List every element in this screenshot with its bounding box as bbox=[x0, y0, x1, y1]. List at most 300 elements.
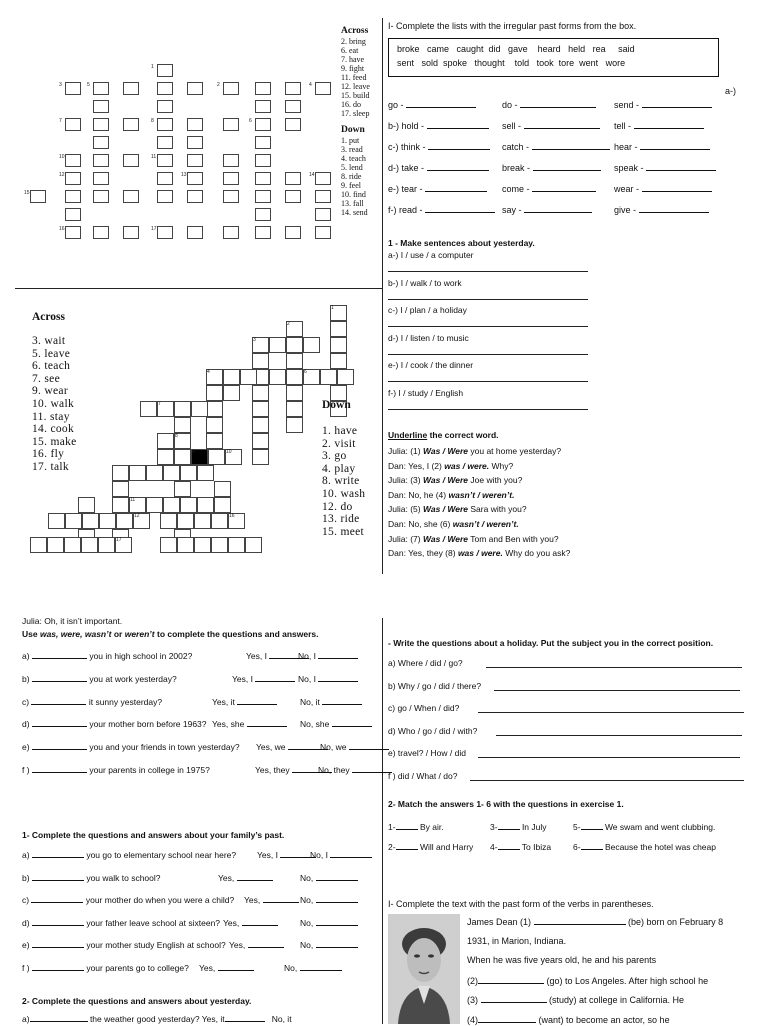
crossword-cell[interactable] bbox=[223, 369, 240, 385]
cell-number: 12 bbox=[59, 172, 65, 178]
crossword-cell[interactable] bbox=[285, 172, 301, 185]
crossword-cell[interactable] bbox=[252, 449, 269, 465]
answer-blank[interactable] bbox=[406, 99, 476, 108]
dialogue-choice[interactable]: Was / Were bbox=[422, 504, 469, 515]
crossword-cell[interactable] bbox=[157, 190, 173, 203]
holiday-item: d) Who / go / did / with? bbox=[388, 725, 478, 736]
crossword-cell[interactable] bbox=[330, 321, 347, 337]
clue-item: 3. go bbox=[322, 450, 347, 463]
crossword-cell[interactable] bbox=[99, 513, 116, 529]
qa-row bbox=[22, 764, 210, 775]
answer-blank[interactable] bbox=[318, 650, 358, 659]
cell-number: 3 bbox=[59, 82, 62, 88]
qa-label: b) bbox=[22, 673, 30, 684]
was-were-title bbox=[22, 629, 319, 639]
crossword-cell[interactable] bbox=[48, 513, 65, 529]
answer-blank[interactable] bbox=[427, 162, 489, 171]
crossword-cell[interactable] bbox=[123, 118, 139, 131]
crossword-cell[interactable] bbox=[146, 497, 163, 513]
crossword-cell[interactable] bbox=[240, 369, 257, 385]
crossword-cell[interactable] bbox=[65, 118, 81, 131]
dialogue-choice[interactable]: Was / Were bbox=[422, 446, 469, 456]
answer-blank[interactable] bbox=[316, 917, 358, 926]
answer-blank[interactable] bbox=[498, 821, 520, 830]
answer-blank[interactable] bbox=[520, 99, 596, 108]
was-were-title-c: or bbox=[111, 629, 125, 639]
answer-blank[interactable] bbox=[396, 821, 418, 830]
crossword-cell[interactable] bbox=[140, 401, 157, 417]
crossword-cell[interactable] bbox=[47, 537, 64, 553]
crossword-cell[interactable] bbox=[252, 385, 269, 401]
crossword-cell[interactable] bbox=[157, 100, 173, 113]
qa-yes-text: Yes, bbox=[199, 963, 216, 973]
crossword-cell[interactable] bbox=[65, 226, 81, 239]
answer-blank[interactable] bbox=[481, 994, 547, 1003]
answer-line[interactable] bbox=[388, 299, 588, 300]
answer-line[interactable] bbox=[496, 735, 742, 736]
qa-question: you walk to school? bbox=[86, 872, 161, 883]
qa-no bbox=[300, 718, 372, 729]
answer-blank[interactable] bbox=[32, 764, 87, 773]
clue-item: 5. leave bbox=[32, 347, 71, 360]
crossword-cell[interactable] bbox=[146, 465, 163, 481]
answer-blank[interactable] bbox=[642, 183, 712, 192]
qa-label: d) bbox=[22, 719, 30, 730]
crossword-cell[interactable] bbox=[93, 190, 109, 203]
clue-item: 2. visit bbox=[322, 437, 356, 450]
answer-blank[interactable] bbox=[247, 718, 287, 727]
answer-blank[interactable] bbox=[263, 894, 299, 903]
qa-yes-text: Yes, I bbox=[246, 651, 267, 661]
crossword-cell[interactable] bbox=[93, 226, 109, 239]
answer-blank[interactable] bbox=[31, 696, 86, 705]
crossword-cell[interactable] bbox=[81, 537, 98, 553]
crossword-cell[interactable] bbox=[255, 190, 271, 203]
crossword-cell[interactable] bbox=[286, 417, 303, 433]
answer-blank[interactable] bbox=[32, 741, 87, 750]
crossword-cell[interactable] bbox=[194, 513, 211, 529]
crossword-cell[interactable] bbox=[315, 190, 331, 203]
crossword-1-across-title: Across bbox=[341, 26, 369, 36]
crossword-cell[interactable] bbox=[303, 337, 320, 353]
irregular-item bbox=[388, 162, 489, 174]
crossword-cell[interactable] bbox=[285, 82, 301, 95]
answer-blank[interactable] bbox=[646, 162, 716, 171]
crossword-cell[interactable] bbox=[285, 190, 301, 203]
answer-blank[interactable] bbox=[316, 872, 358, 881]
crossword-cell[interactable] bbox=[286, 369, 303, 385]
crossword-cell[interactable] bbox=[129, 465, 146, 481]
crossword-cell[interactable] bbox=[157, 64, 173, 77]
answer-line[interactable] bbox=[388, 271, 588, 272]
crossword-cell[interactable] bbox=[286, 353, 303, 369]
crossword-cell[interactable] bbox=[252, 401, 269, 417]
answer-blank[interactable] bbox=[31, 894, 83, 903]
crossword-cell[interactable] bbox=[208, 449, 225, 465]
qa-no bbox=[300, 872, 358, 883]
irregular-item bbox=[502, 183, 596, 195]
crossword-cell[interactable] bbox=[252, 417, 269, 433]
match-item bbox=[388, 841, 473, 852]
answer-blank[interactable] bbox=[642, 99, 712, 108]
crossword-cell[interactable] bbox=[315, 208, 331, 221]
answer-blank[interactable] bbox=[581, 841, 603, 850]
dialogue-speaker-text: Julia: (3) bbox=[388, 475, 423, 486]
clue-item: 8. write bbox=[322, 475, 360, 488]
answer-blank[interactable] bbox=[322, 696, 362, 705]
cell-number: 4 bbox=[207, 369, 210, 375]
qa-row bbox=[22, 962, 189, 973]
answer-line[interactable] bbox=[388, 409, 588, 410]
crossword-cell[interactable] bbox=[330, 337, 347, 353]
crossword-cell[interactable] bbox=[174, 481, 191, 497]
crossword-cell[interactable] bbox=[286, 385, 303, 401]
answer-blank[interactable] bbox=[316, 939, 358, 948]
dialogue-choice[interactable]: wasn’t / weren’t. bbox=[448, 489, 515, 500]
crossword-cell[interactable] bbox=[206, 433, 223, 449]
crossword-cell[interactable] bbox=[93, 136, 109, 149]
crossword-cell[interactable] bbox=[174, 417, 191, 433]
crossword-2-across-title: Across bbox=[32, 311, 66, 323]
crossword-cell[interactable] bbox=[255, 208, 271, 221]
answer-blank[interactable] bbox=[498, 841, 520, 850]
qa-question: your father leave school at sixteen? bbox=[86, 917, 221, 928]
cell-number: 13 bbox=[181, 172, 187, 178]
dialogue-choice[interactable]: Was / Were bbox=[422, 533, 469, 544]
dialogue-choice[interactable]: was / were. bbox=[457, 548, 503, 559]
crossword-cell[interactable] bbox=[93, 172, 109, 185]
clue-item: 16. fly bbox=[32, 448, 65, 461]
crossword-cell[interactable] bbox=[65, 172, 81, 185]
crossword-cell[interactable] bbox=[180, 465, 197, 481]
clue-item: 10. walk bbox=[32, 397, 75, 410]
crossword-cell[interactable] bbox=[123, 226, 139, 239]
crossword-cell[interactable] bbox=[187, 136, 203, 149]
cell-number: 2 bbox=[217, 82, 220, 88]
crossword-cell[interactable] bbox=[187, 172, 203, 185]
crossword-cell[interactable] bbox=[65, 190, 81, 203]
crossword-cell[interactable] bbox=[315, 226, 331, 239]
answer-blank[interactable] bbox=[428, 141, 490, 150]
crossword-cell[interactable] bbox=[223, 190, 239, 203]
qa-no bbox=[300, 939, 358, 950]
crossword-cell[interactable] bbox=[160, 513, 177, 529]
qa-yes-text: Yes, bbox=[223, 917, 240, 928]
crossword-cell[interactable] bbox=[187, 82, 203, 95]
answer-blank[interactable] bbox=[237, 872, 273, 881]
past-text-pre: When he was five years old, he and his parents bbox=[467, 955, 657, 965]
crossword-cell[interactable] bbox=[174, 449, 191, 465]
answer-blank[interactable] bbox=[427, 120, 489, 129]
dialogue-choice[interactable]: was / were. bbox=[444, 460, 490, 471]
irregular-verb: speak - bbox=[614, 163, 647, 173]
qa-yes bbox=[256, 741, 328, 752]
crossword-cell[interactable] bbox=[228, 537, 245, 553]
qa-row bbox=[22, 872, 161, 883]
crossword-cell[interactable] bbox=[320, 369, 337, 385]
crossword-cell[interactable] bbox=[255, 82, 271, 95]
dialogue-rest: Why? bbox=[489, 460, 514, 471]
answer-line[interactable] bbox=[388, 354, 588, 355]
crossword-cell[interactable] bbox=[197, 497, 214, 513]
crossword-divider bbox=[15, 288, 382, 289]
crossword-cell[interactable] bbox=[180, 497, 197, 513]
qa-no-text: No, I bbox=[298, 651, 316, 661]
answer-blank[interactable] bbox=[533, 162, 601, 171]
crossword-cell[interactable] bbox=[285, 100, 301, 113]
crossword-cell[interactable] bbox=[82, 513, 99, 529]
crossword-cell[interactable] bbox=[315, 172, 331, 185]
answer-blank[interactable] bbox=[32, 673, 87, 682]
crossword-cell[interactable] bbox=[64, 537, 81, 553]
match-number: 4- bbox=[490, 842, 498, 852]
crossword-cell[interactable] bbox=[269, 369, 286, 385]
crossword-cell[interactable] bbox=[223, 226, 239, 239]
crossword-cell[interactable] bbox=[157, 154, 173, 167]
crossword-cell[interactable] bbox=[163, 465, 180, 481]
crossword-cell[interactable] bbox=[160, 537, 177, 553]
irregular-verb: go - bbox=[388, 100, 407, 110]
crossword-cell[interactable] bbox=[30, 537, 47, 553]
crossword-cell[interactable] bbox=[65, 208, 81, 221]
crossword-cell[interactable] bbox=[211, 513, 228, 529]
answer-blank[interactable] bbox=[640, 141, 710, 150]
answer-blank[interactable] bbox=[425, 183, 487, 192]
crossword-cell[interactable] bbox=[285, 226, 301, 239]
crossword-cell[interactable] bbox=[112, 497, 129, 513]
answer-blank[interactable] bbox=[532, 183, 596, 192]
crossword-cell[interactable] bbox=[245, 537, 262, 553]
clue-item: 6. eat bbox=[341, 46, 359, 55]
was-were-title-b: was, were, wasn’t bbox=[39, 629, 112, 639]
answer-line[interactable] bbox=[388, 326, 588, 327]
crossword-cell[interactable] bbox=[223, 82, 239, 95]
answer-line[interactable] bbox=[486, 667, 742, 668]
answer-blank[interactable] bbox=[32, 962, 84, 971]
crossword-cell[interactable] bbox=[112, 481, 129, 497]
crossword-cell[interactable] bbox=[206, 401, 223, 417]
clue-item: 2. bring bbox=[341, 37, 366, 46]
crossword-cell[interactable] bbox=[255, 154, 271, 167]
irregular-word-box bbox=[388, 38, 719, 77]
crossword-cell[interactable] bbox=[211, 537, 228, 553]
crossword-cell[interactable] bbox=[93, 118, 109, 131]
crossword-1-down-title: Down bbox=[341, 125, 365, 135]
crossword-cell[interactable] bbox=[286, 337, 303, 353]
crossword-cell[interactable] bbox=[255, 100, 271, 113]
answer-blank[interactable] bbox=[32, 650, 87, 659]
crossword-cell[interactable] bbox=[157, 172, 173, 185]
crossword-cell[interactable] bbox=[177, 537, 194, 553]
answer-blank[interactable] bbox=[332, 718, 372, 727]
answer-blank[interactable] bbox=[32, 917, 84, 926]
crossword-cell[interactable] bbox=[177, 513, 194, 529]
cell-number: 7 bbox=[59, 118, 62, 124]
crossword-cell[interactable] bbox=[93, 154, 109, 167]
qa-no bbox=[320, 741, 389, 752]
crossword-cell[interactable] bbox=[93, 82, 109, 95]
crossword-cell[interactable] bbox=[187, 226, 203, 239]
crossword-cell[interactable] bbox=[187, 190, 203, 203]
crossword-cell[interactable] bbox=[157, 433, 174, 449]
qa-no-text: No, bbox=[300, 872, 314, 883]
clue-item: 1. put bbox=[341, 136, 360, 145]
clue-item: 14. cook bbox=[32, 423, 75, 436]
clue-item: 15. make bbox=[32, 435, 77, 448]
crossword-cell[interactable] bbox=[98, 537, 115, 553]
answer-line[interactable] bbox=[388, 381, 588, 382]
crossword-cell[interactable] bbox=[223, 172, 239, 185]
qa-no bbox=[300, 894, 358, 905]
answer-blank[interactable] bbox=[524, 120, 600, 129]
qa-no-text: No, I bbox=[310, 850, 328, 860]
cell-number: 1 bbox=[331, 305, 334, 311]
answer-blank[interactable] bbox=[532, 141, 610, 150]
answer-blank[interactable] bbox=[524, 204, 592, 213]
answer-blank[interactable] bbox=[318, 673, 358, 682]
answer-blank[interactable] bbox=[330, 849, 372, 858]
crossword-cell[interactable] bbox=[214, 481, 231, 497]
answer-blank[interactable] bbox=[32, 872, 84, 881]
irregular-verb: tell - bbox=[614, 121, 634, 131]
crossword-cell[interactable] bbox=[163, 497, 180, 513]
james-dean-photo bbox=[388, 914, 460, 1024]
answer-blank[interactable] bbox=[634, 120, 704, 129]
crossword-cell[interactable] bbox=[255, 226, 271, 239]
answer-blank[interactable] bbox=[255, 673, 295, 682]
cell-number: 11 bbox=[130, 497, 136, 503]
portrait-image bbox=[388, 914, 460, 1024]
answer-blank[interactable] bbox=[218, 962, 254, 971]
dialogue-choice[interactable]: wasn’t / weren’t. bbox=[452, 519, 519, 529]
crossword-cell[interactable] bbox=[30, 190, 46, 203]
dialogue-line bbox=[388, 475, 522, 485]
crossword-cell[interactable] bbox=[223, 118, 239, 131]
crossword-cell[interactable] bbox=[65, 513, 82, 529]
dialogue-speaker-text: Julia: (5) bbox=[388, 504, 423, 515]
crossword-cell[interactable] bbox=[252, 353, 269, 369]
crossword-cell[interactable] bbox=[286, 401, 303, 417]
crossword-cell[interactable] bbox=[116, 513, 133, 529]
answer-blank[interactable] bbox=[396, 841, 418, 850]
irregular-item bbox=[388, 141, 490, 153]
crossword-cell[interactable] bbox=[157, 226, 173, 239]
crossword-cell[interactable] bbox=[269, 337, 286, 353]
crossword-cell[interactable] bbox=[206, 417, 223, 433]
word-box-line-1: broke came caught did gave heard held rea said bbox=[397, 44, 635, 54]
crossword-cell[interactable] bbox=[174, 401, 191, 417]
was-were-title-e: to complete the questions and answers. bbox=[154, 629, 319, 639]
irregular-verb: come - bbox=[502, 184, 533, 194]
clue-item: 6. teach bbox=[32, 360, 71, 373]
clue-item: 17. sleep bbox=[341, 109, 370, 118]
crossword-cell[interactable] bbox=[255, 136, 271, 149]
crossword-cell[interactable] bbox=[315, 82, 331, 95]
answer-blank[interactable] bbox=[32, 939, 84, 948]
answer-line[interactable] bbox=[494, 690, 740, 691]
answer-blank[interactable] bbox=[242, 917, 278, 926]
cell-number: 9 bbox=[192, 449, 195, 455]
answer-blank[interactable] bbox=[639, 204, 709, 213]
crossword-cell[interactable] bbox=[252, 433, 269, 449]
cell-number: 6 bbox=[304, 369, 307, 375]
crossword-cell[interactable] bbox=[187, 154, 203, 167]
about-yesterday-question: the weather good yesterday? Yes, it bbox=[89, 1014, 225, 1024]
crossword-cell[interactable] bbox=[123, 154, 139, 167]
answer-blank[interactable] bbox=[32, 718, 87, 727]
qa-question: your parents in college in 1975? bbox=[89, 765, 210, 775]
crossword-cell[interactable] bbox=[157, 82, 173, 95]
crossword-cell[interactable] bbox=[337, 369, 354, 385]
answer-blank[interactable] bbox=[316, 894, 358, 903]
qa-no-text: No, bbox=[300, 940, 314, 951]
yesterday-item: a-) I / use / a computer bbox=[388, 250, 474, 260]
past-text-line bbox=[467, 936, 566, 947]
cell-number: 8 bbox=[151, 118, 154, 124]
clue-item: 5. lend bbox=[341, 163, 363, 172]
crossword-cell[interactable] bbox=[255, 172, 271, 185]
crossword-cell[interactable] bbox=[157, 449, 174, 465]
crossword-cell[interactable] bbox=[187, 118, 203, 131]
cell-number: 11 bbox=[151, 154, 157, 160]
underline-title-rest: the correct word. bbox=[427, 430, 499, 440]
answer-line[interactable] bbox=[478, 757, 740, 758]
answer-blank[interactable] bbox=[581, 821, 603, 830]
crossword-cell[interactable] bbox=[223, 154, 239, 167]
crossword-cell[interactable] bbox=[223, 385, 240, 401]
crossword-cell[interactable] bbox=[65, 82, 81, 95]
irregular-verb: break - bbox=[502, 163, 533, 173]
answer-blank[interactable] bbox=[237, 696, 277, 705]
answer-blank[interactable] bbox=[349, 741, 389, 750]
answer-blank[interactable] bbox=[478, 975, 544, 984]
qa-yes bbox=[223, 917, 278, 928]
answer-line[interactable] bbox=[478, 712, 744, 713]
crossword-cell[interactable] bbox=[330, 353, 347, 369]
crossword-cell[interactable] bbox=[93, 100, 109, 113]
answer-blank[interactable] bbox=[534, 916, 626, 925]
qa-no bbox=[300, 917, 358, 928]
crossword-cell[interactable] bbox=[65, 154, 81, 167]
crossword-cell[interactable] bbox=[123, 190, 139, 203]
dialogue-choice[interactable]: Was / Were bbox=[422, 475, 469, 486]
crossword-cell[interactable] bbox=[78, 497, 95, 513]
crossword-cell[interactable] bbox=[194, 537, 211, 553]
match-item bbox=[490, 821, 547, 832]
crossword-cell[interactable] bbox=[157, 118, 173, 131]
crossword-cell[interactable] bbox=[285, 118, 301, 131]
crossword-cell[interactable] bbox=[197, 465, 214, 481]
crossword-cell[interactable] bbox=[255, 118, 271, 131]
crossword-cell[interactable] bbox=[112, 465, 129, 481]
answer-line[interactable] bbox=[470, 780, 744, 781]
answer-blank[interactable] bbox=[248, 939, 284, 948]
crossword-cell[interactable] bbox=[157, 136, 173, 149]
crossword-cell[interactable] bbox=[191, 401, 208, 417]
answer-blank[interactable] bbox=[32, 849, 84, 858]
crossword-cell[interactable] bbox=[214, 497, 231, 513]
clue-item: 3. wait bbox=[32, 335, 66, 347]
answer-blank[interactable] bbox=[300, 962, 342, 971]
answer-blank[interactable] bbox=[425, 204, 495, 213]
holiday-item: f ) did / What / do? bbox=[388, 771, 458, 781]
cell-number: 15 bbox=[24, 190, 30, 196]
answer-blank[interactable] bbox=[352, 764, 392, 773]
answer-blank[interactable] bbox=[478, 1014, 536, 1023]
crossword-cell[interactable] bbox=[206, 385, 223, 401]
crossword-cell[interactable] bbox=[123, 82, 139, 95]
clue-item: 16. do bbox=[341, 100, 361, 109]
